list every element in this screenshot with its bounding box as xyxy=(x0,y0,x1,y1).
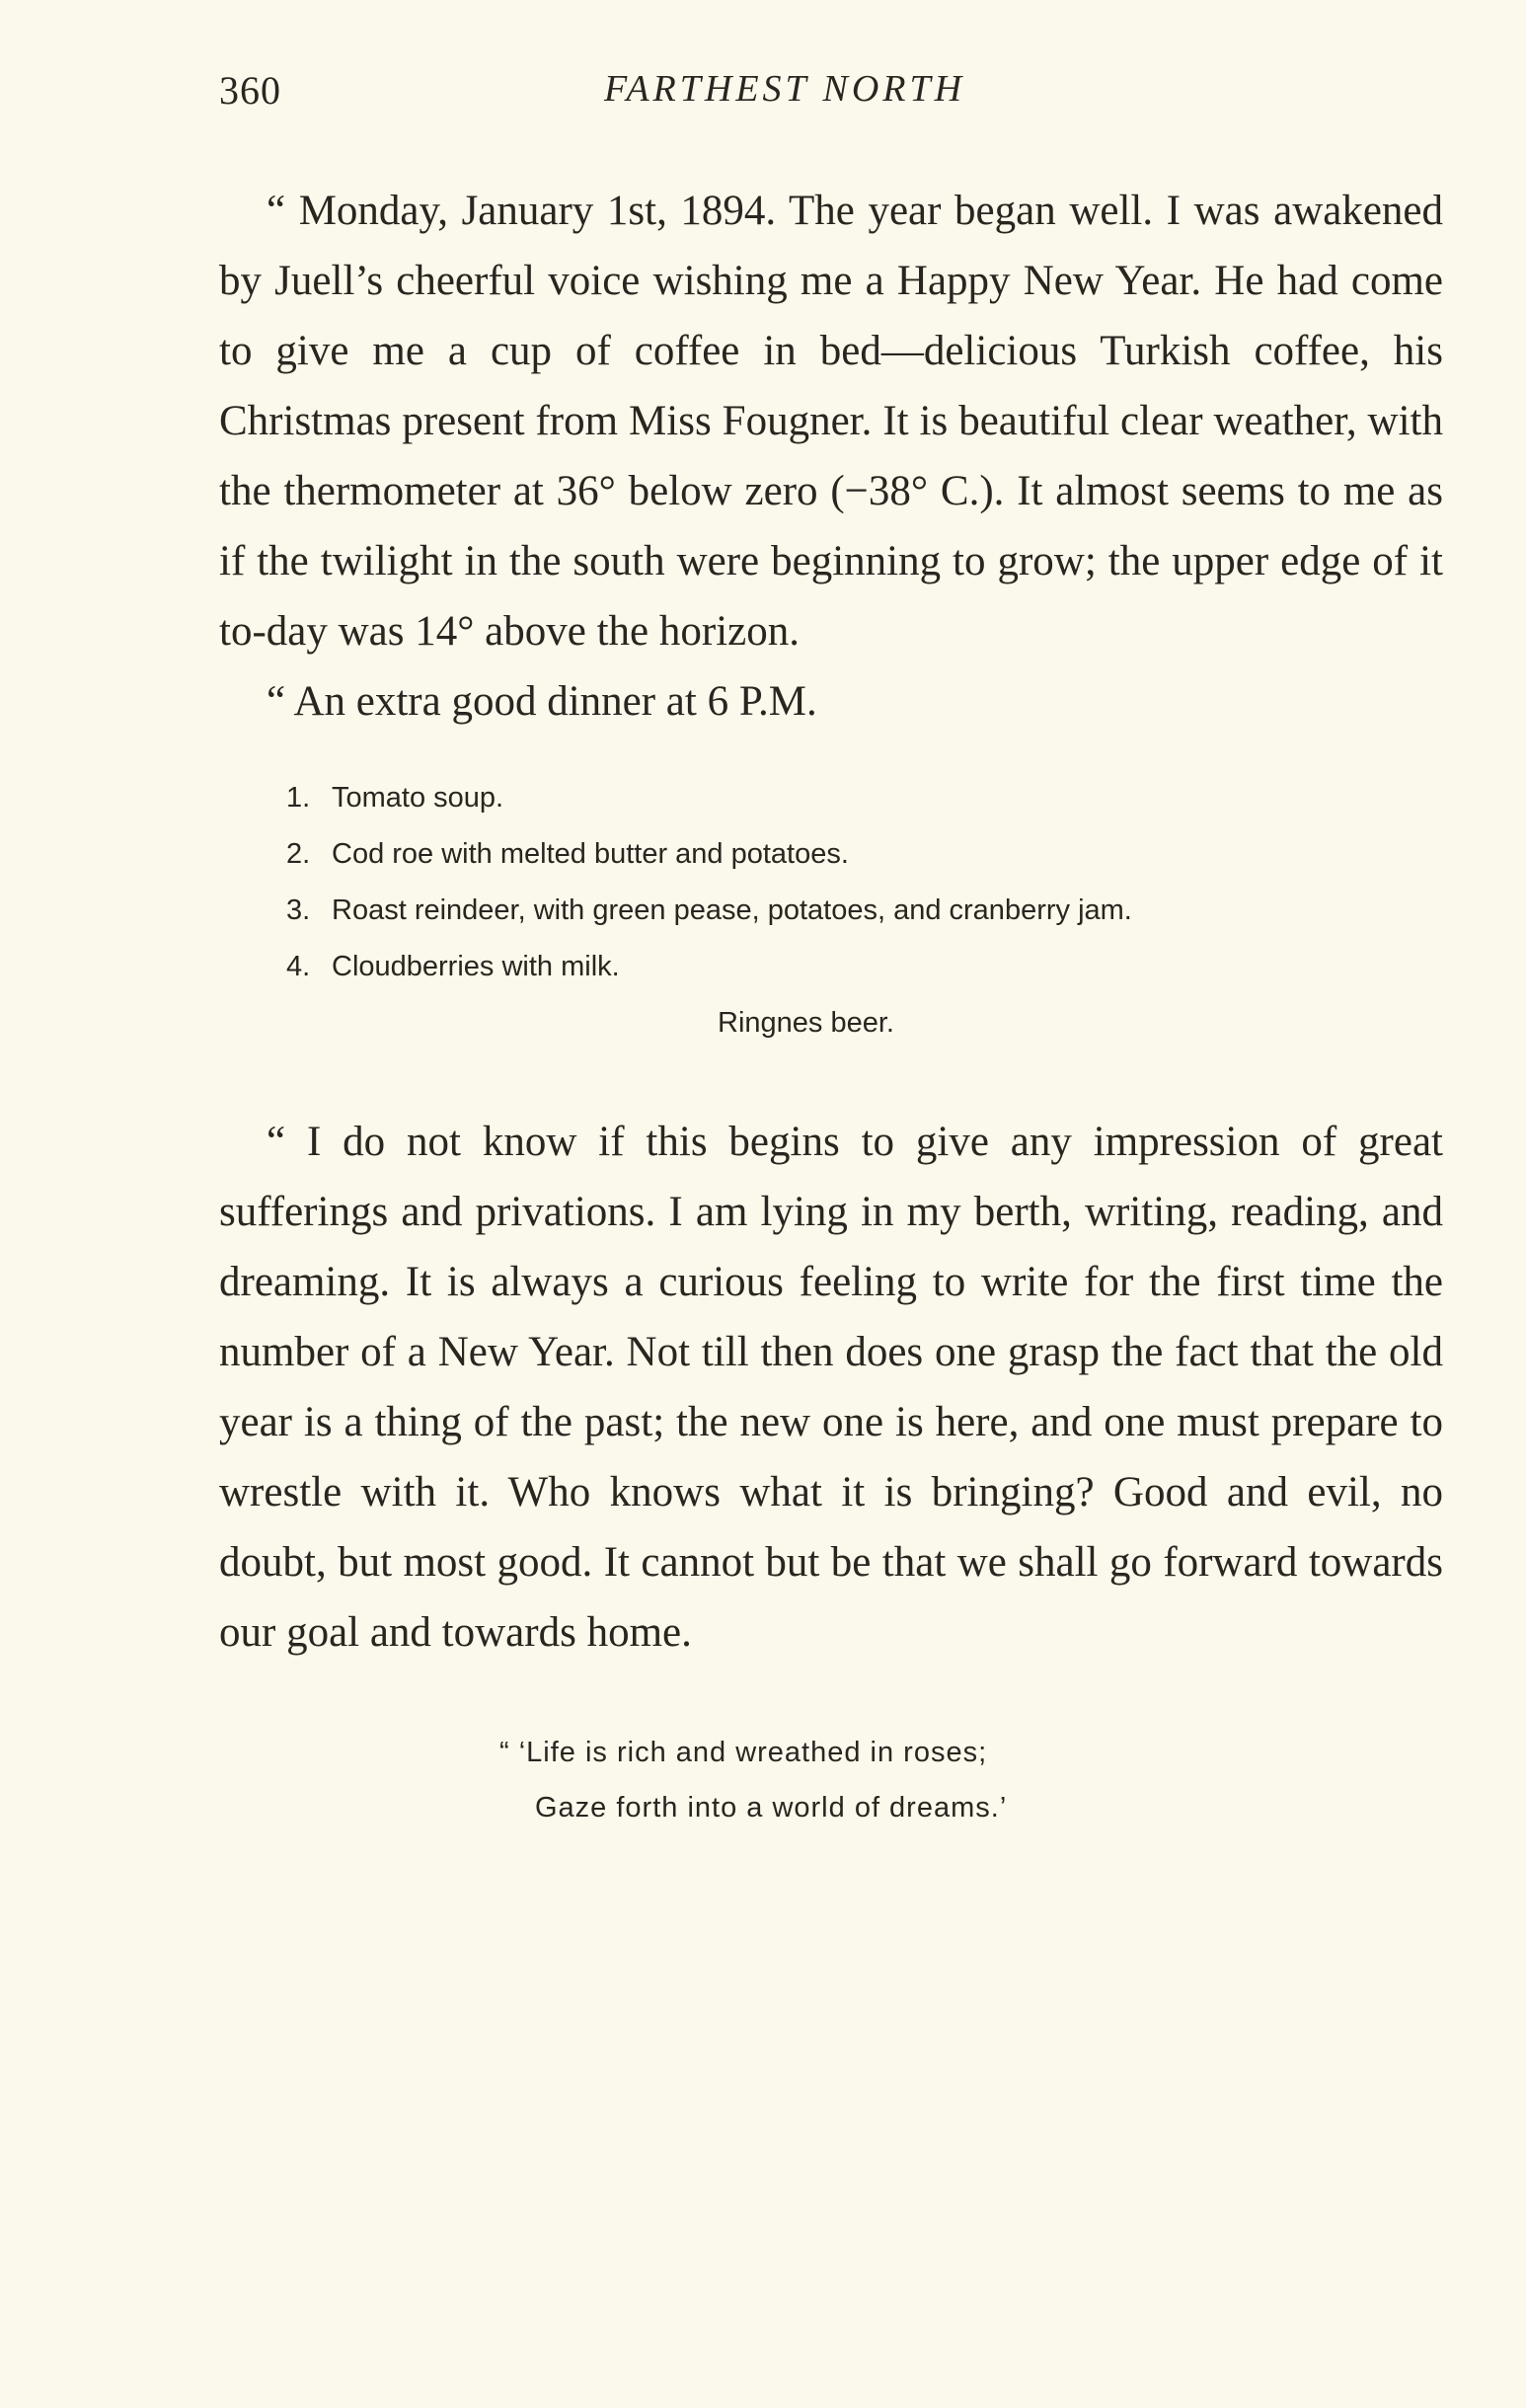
running-title: FARTHEST NORTH xyxy=(604,68,966,110)
verse-quote xyxy=(219,1725,1443,1835)
menu-intro: “ An extra good dinner at 6 P.M. xyxy=(267,678,817,725)
menu-item-text: Roast reindeer, with green pease, potatoes, and cranberry jam. xyxy=(332,894,1132,926)
menu-item xyxy=(219,770,1443,826)
dinner-menu xyxy=(219,770,1443,1051)
menu-item xyxy=(219,826,1443,883)
menu-item-number: 4. xyxy=(286,951,311,982)
menu-beer-text: Ringnes beer. xyxy=(718,1007,894,1039)
menu-item-number: 3. xyxy=(286,894,311,926)
menu-item xyxy=(219,939,1443,995)
menu-item-text: Cloudberries with milk. xyxy=(332,951,620,982)
verse-line-2: Gaze forth into a world of dreams.’ xyxy=(535,1792,1008,1824)
menu-item-text: Cod roe with melted butter and potatoes. xyxy=(332,838,849,870)
diary-paragraph-1: “ Monday, January 1st, 1894. The year began well. I was awakened by Juell’s cheerful voice wishing me a Happy New Year. He had come to give me a cup of coffee in bed—delicious Turkish coffee, his Christmas present from Miss Fougner. It is beautiful clear weather, with the thermometer at 36° below zero (−38° C.). It almost seems to me as if the twilight in the south were beginning to grow; the upper edge of it to-day was 14° above the horizon. xyxy=(219,188,1443,655)
menu-item-number: 1. xyxy=(286,782,311,814)
verse-line-1: “ ‘Life is rich and wreathed in roses; xyxy=(499,1737,988,1768)
menu-item-number: 2. xyxy=(286,838,311,870)
diary-paragraph-2: “ I do not know if this begins to give any impression of great sufferings and privations. I am lying in my berth, writing, reading, and dreaming. It is always a curious feeling to write for the first time the number of a New Year. Not till then does one grasp the fact that the old year is a thing of the past; the new one is here, and one must prepare to wrestle with it. Who knows what it is bringing? Good and evil, no doubt, but most good. It cannot but be that we shall go forward towards our goal and towards home. xyxy=(219,1119,1443,1656)
page-body xyxy=(219,176,1443,1835)
menu-beer xyxy=(219,995,1443,1051)
page-number: 360 xyxy=(219,68,281,113)
menu-item-text: Tomato soup. xyxy=(332,782,504,814)
menu-item xyxy=(219,883,1443,939)
page-header xyxy=(219,67,1443,126)
